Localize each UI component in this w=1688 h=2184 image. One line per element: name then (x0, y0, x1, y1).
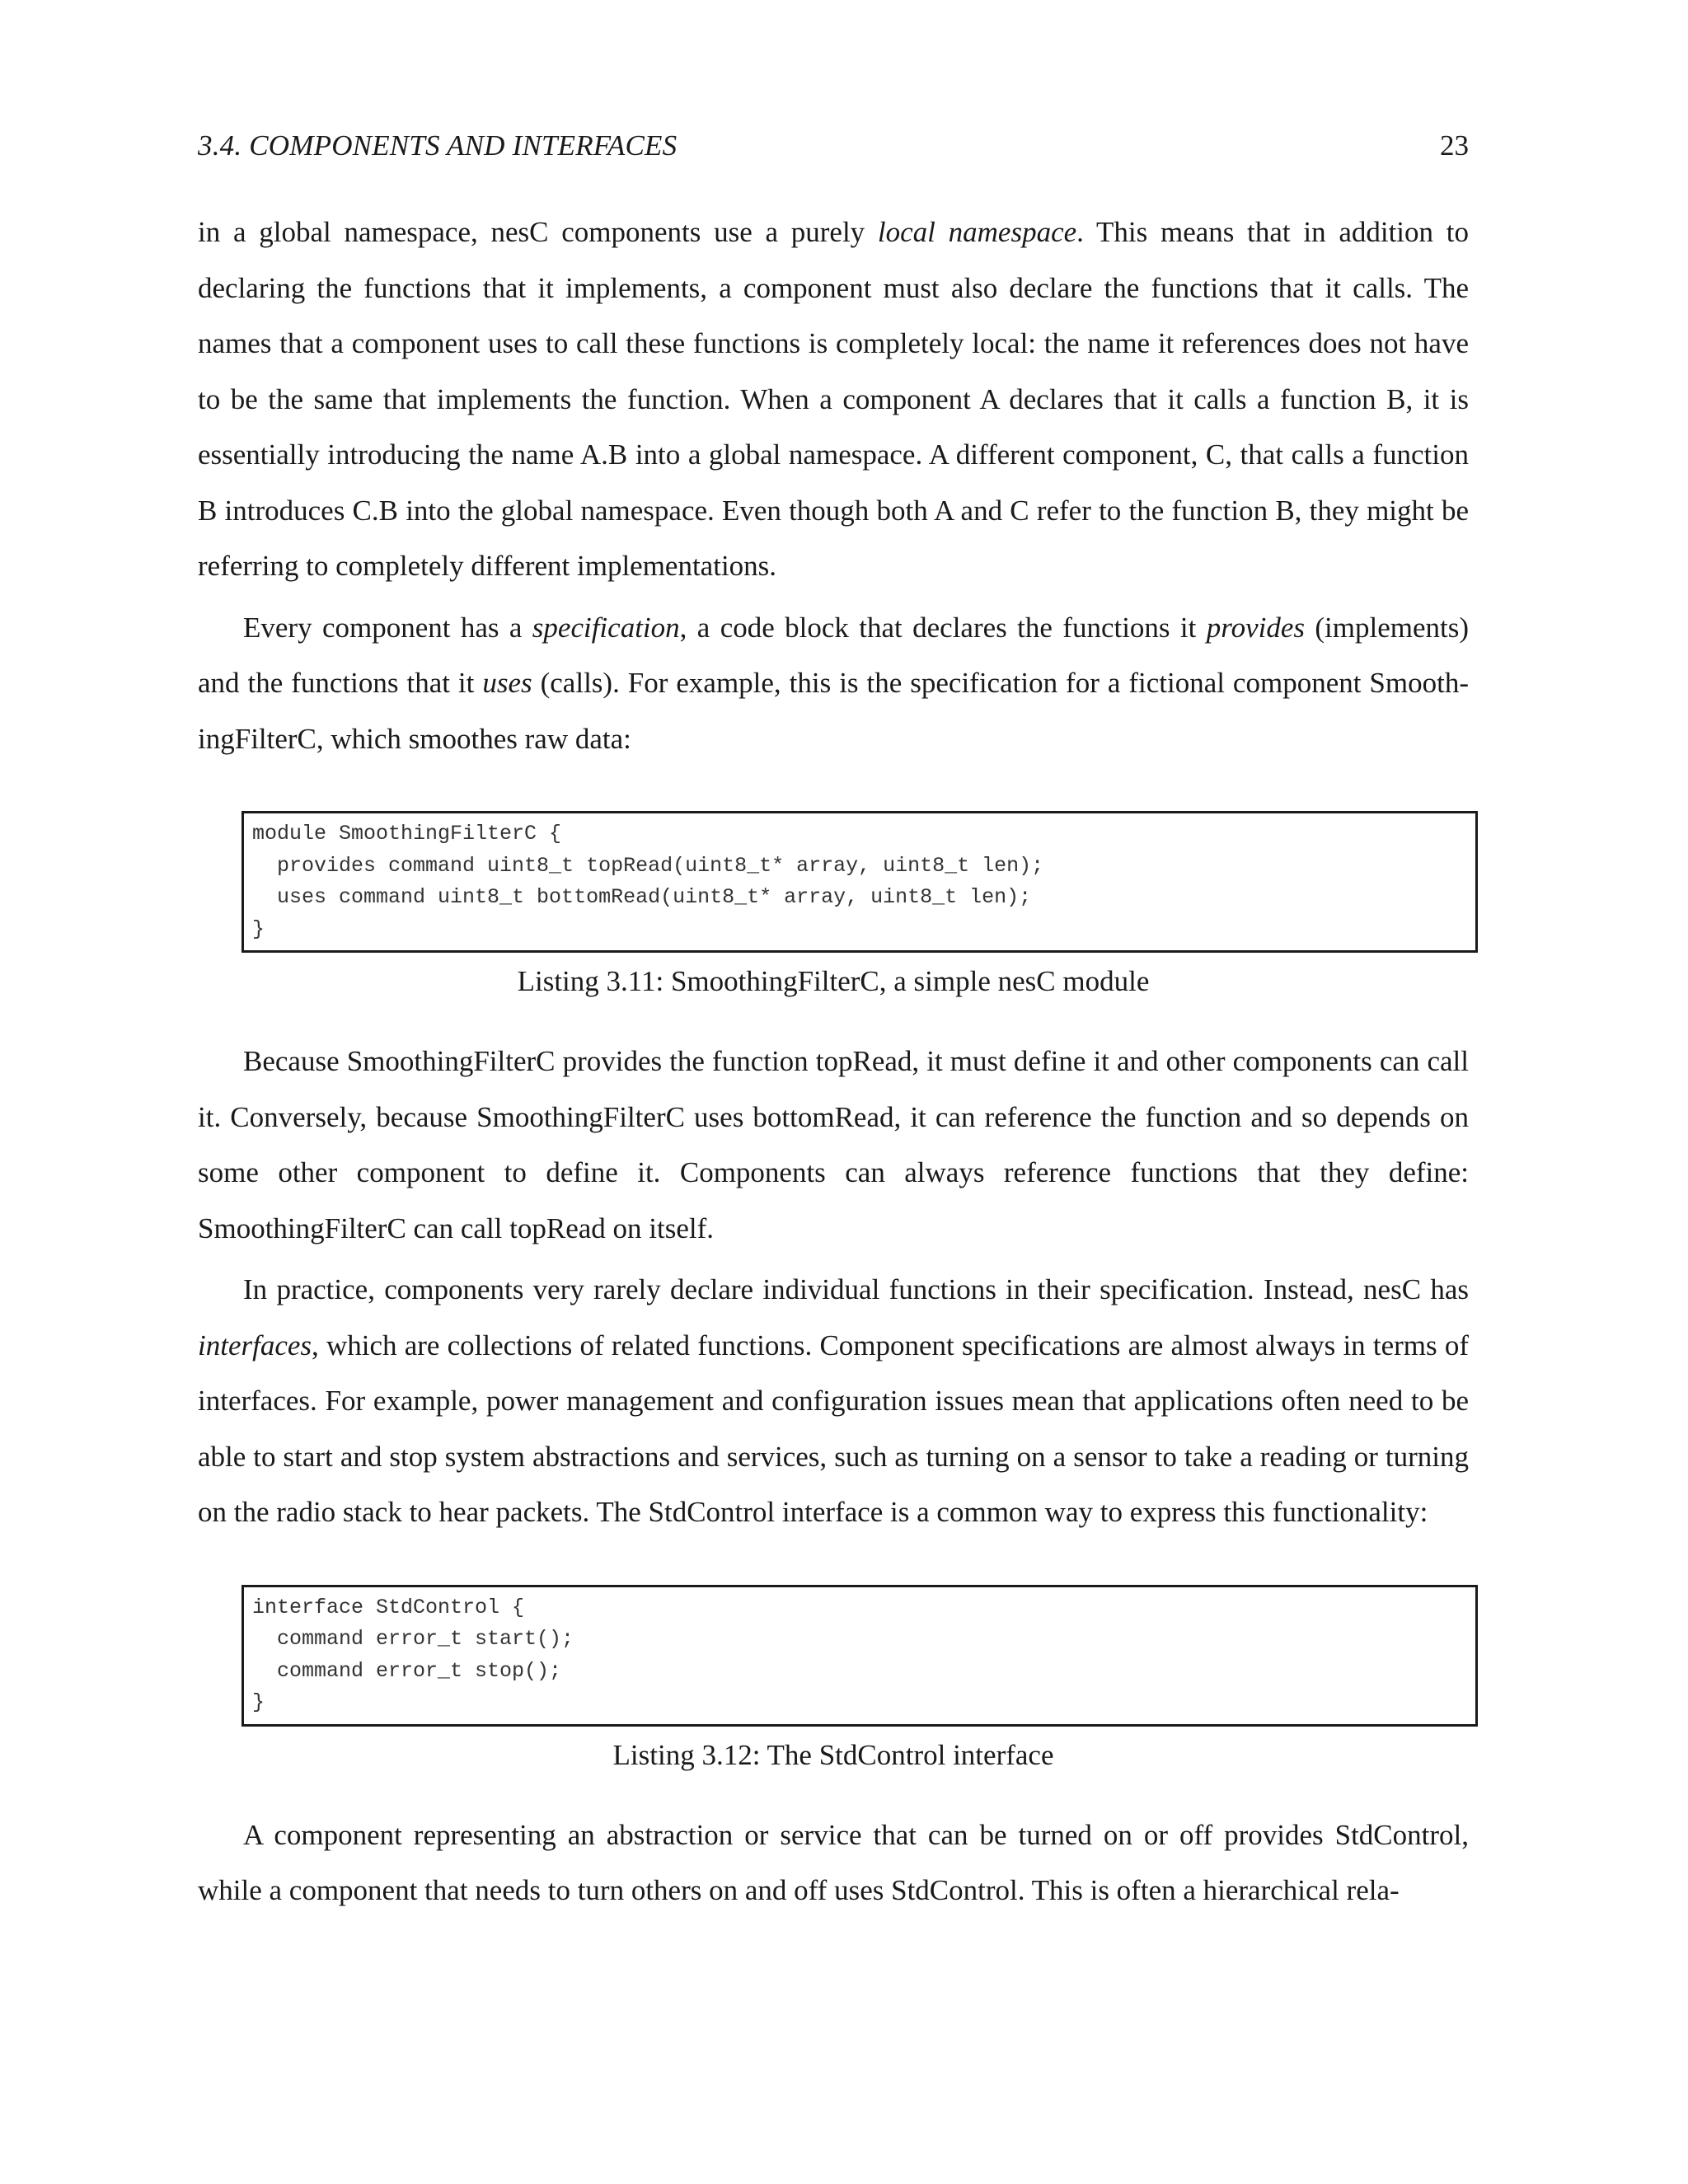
code-line: command error_t start(); (252, 1627, 574, 1651)
paragraph-smoothing-explanation: Because SmoothingFilterC provides the function topRead, it must define it and other components can call it. Conversely, because SmoothingFilterC uses bottomRead, it can reference the function and so depends on some other component to define it. Components can always reference functions that they define: SmoothingFilterC can call topRead on itself. (198, 1045, 1469, 1244)
section-title: 3.4. COMPONENTS AND INTERFACES (198, 129, 678, 162)
page-body (198, 204, 1469, 1919)
text-run: Every component has a (243, 611, 532, 644)
code-line: provides command uint8_t topRead(uint8_t* array, uint8_t len); (252, 853, 1044, 878)
code-line: uses command uint8_t bottomRead(uint8_t* array, uint8_t len); (252, 885, 1032, 909)
paragraph-specification (198, 600, 1469, 767)
text-run: . This means that in addition to declaring the functions that it implements, a component must also declare the functions that it calls. The names that a component uses to call these functions is completely local: the name it references does not have to be the same that implements the function. When a component A declares that it calls a function B, it is essentially introducing the name A.B into a global namespace. A different component, C, that calls a function B introduces C.B into the global namespace. Even though both A and C refer to the function B, they might be referring to completely different implementations. (198, 216, 1469, 582)
emphasis-provides: provides (1206, 611, 1306, 644)
emphasis-local-namespace: local namespace (877, 216, 1077, 248)
emphasis-interfaces: interfaces (198, 1329, 312, 1361)
code-listing-smoothingfilterc (241, 811, 1478, 953)
code-line: } (252, 1690, 265, 1714)
listing-caption-3-11: Listing 3.11: SmoothingFilterC, a simple nesC module (517, 965, 1150, 997)
emphasis-uses: uses (482, 667, 532, 699)
paragraph-interfaces (198, 1262, 1469, 1540)
text-run: (calls). For example, this is the specification for a fictional component SmoothingFilterC, which smoothes raw data: (198, 667, 1469, 755)
code-line: module SmoothingFilterC { (252, 822, 562, 846)
paragraph-local-namespace (198, 204, 1469, 594)
text-run: , a code block that declares the functions it (679, 611, 1207, 644)
text-run: in a global namespace, nesC components use a purely (198, 216, 878, 248)
text-run: (implements) and the functions that it (198, 611, 1470, 699)
code-line: interface StdControl { (252, 1595, 525, 1619)
listing-caption-3-12: Listing 3.12: The StdControl interface (612, 1738, 1054, 1771)
text-run: , which are collections of related functions. Component specifications are almost always in terms of interfaces. For example, power management and configuration issues mean that applications often need to be able to start and stop system abstractions and services, such as turning on a sensor to take a reading or turning on the radio stack to hear packets. The StdControl interface is a common way to express this functionality: (198, 1329, 1469, 1528)
code-line: command error_t stop(); (252, 1658, 562, 1683)
code-listing-stdcontrol (241, 1585, 1478, 1727)
code-line: } (252, 916, 265, 941)
emphasis-specification: specification (532, 611, 680, 644)
paragraph-stdcontrol-usage: A component representing an abstraction or service that can be turned on or off provides StdControl, while a component that needs to turn others on and off uses StdControl. This is often a hierarchical rela- (198, 1818, 1469, 1906)
page-number: 23 (1440, 129, 1469, 162)
text-run: In practice, components very rarely declare individual functions in their specification. Instead, nesC has (243, 1273, 1469, 1305)
running-head (198, 125, 1469, 166)
